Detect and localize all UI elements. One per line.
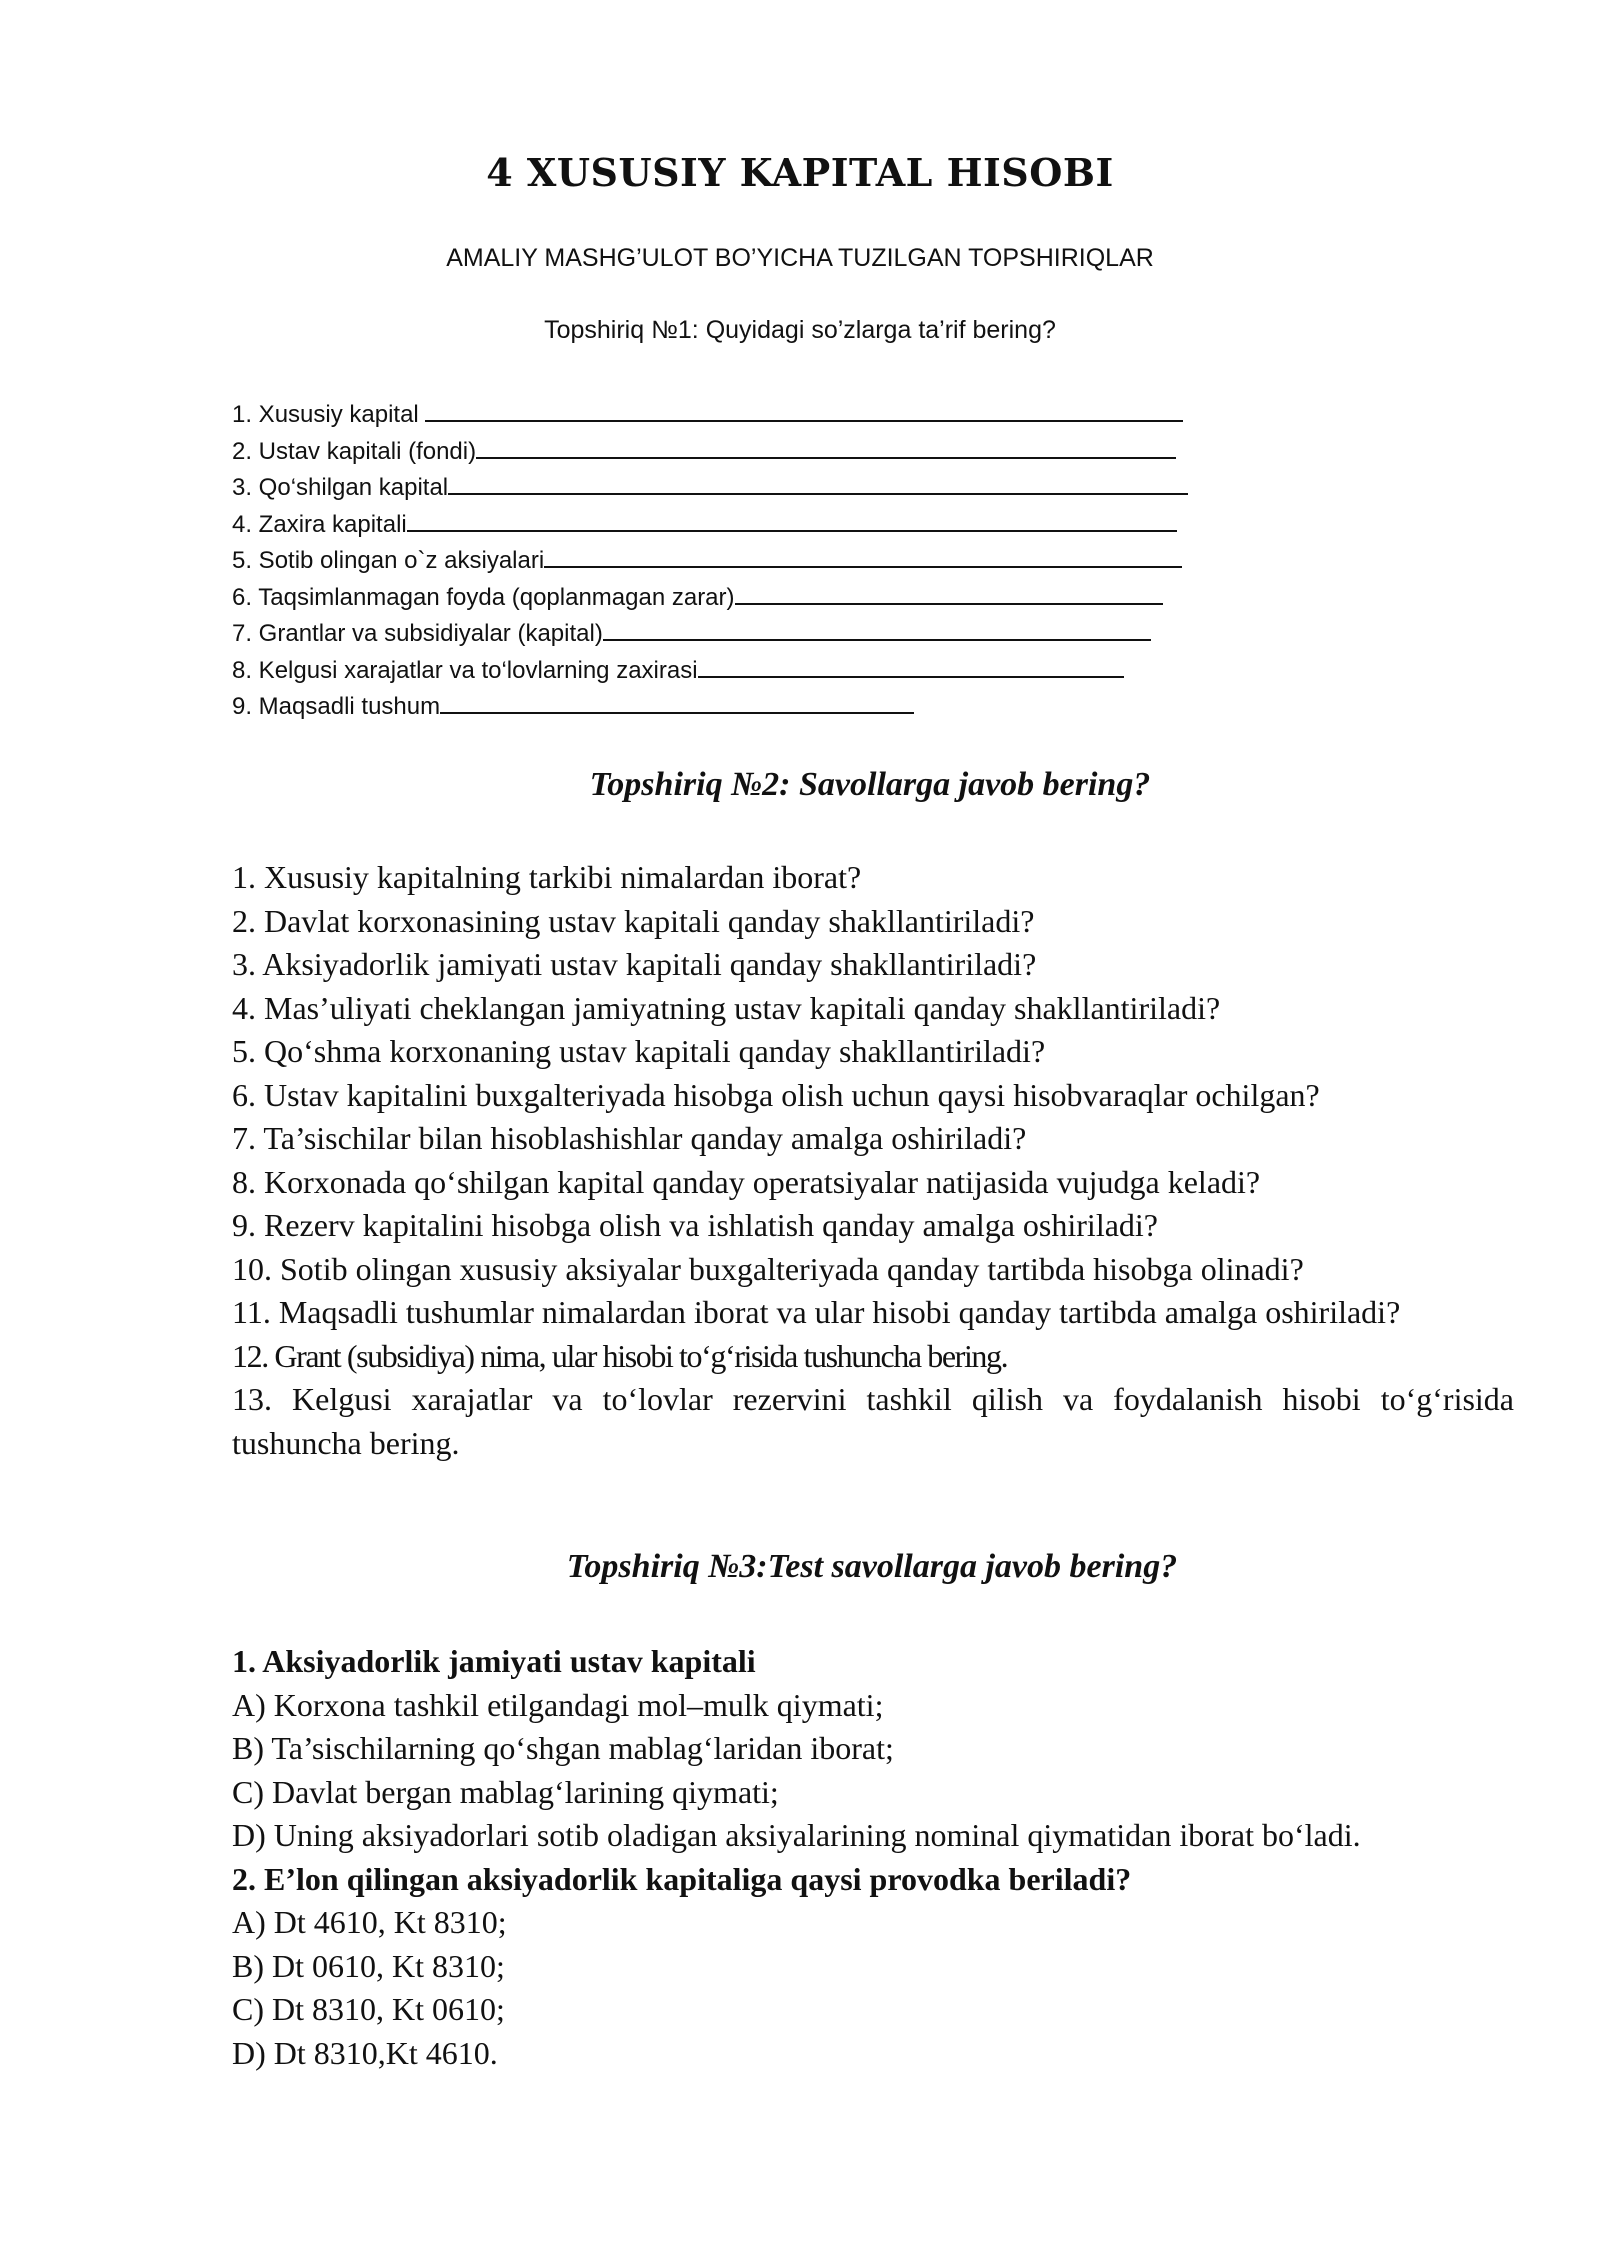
- answer-blank: [698, 652, 1124, 678]
- definition-item: [232, 433, 1188, 470]
- definition-item: [232, 615, 1188, 652]
- definition-label: 4. Zaxira kapitali: [232, 510, 407, 538]
- question-item: 8. Korxonada qo‘shilgan kapital qanday operatsiyalar natijasida vujudga keladi?: [232, 1163, 1261, 1200]
- question-item: 11. Maqsadli tushumlar nimalardan iborat va ular hisobi qanday tartibda amalga oshiriladi?: [232, 1294, 1401, 1330]
- test-option: D) Uning aksiyadorlari sotib oladigan aksiyalarining nominal qiymatidan iborat bo‘ladi.: [232, 1817, 1361, 1853]
- test-question-title: 2. E’lon qilingan aksiyadorlik kapitaliga qaysi provodka beriladi?: [232, 1860, 1132, 1897]
- test-option: B) Ta’sischilarning qo‘shgan mablag‘laridan iborat;: [232, 1730, 894, 1766]
- answer-blank: [603, 615, 1151, 641]
- task3-heading: Topshiriq №3:Test savollarga javob bering?: [566, 1548, 1178, 1585]
- question-item: 7. Ta’sischilar bilan hisoblashishlar qanday amalga oshiriladi?: [232, 1120, 1027, 1156]
- test-questions: [232, 1640, 1500, 2075]
- question-item: 6. Ustav kapitalini buxgalteriyada hisobga olish uchun qaysi hisobvaraqlar ochilgan?: [232, 1076, 1320, 1113]
- answer-blank: [407, 506, 1177, 532]
- page-subtitle: AMALIY MASHG’ULOT BO’YICHA TUZILGAN TOPSHIRIQLAR: [446, 244, 1154, 272]
- definition-list: [232, 396, 1188, 725]
- question-item: 4. Mas’uliyati cheklangan jamiyatning ustav kapitali qanday shakllantiriladi?: [232, 989, 1221, 1026]
- definition-item: [232, 469, 1188, 506]
- question-item: 10. Sotib olingan xususiy aksiyalar buxgalteriyada qanday tartibda hisobga olinadi?: [232, 1250, 1304, 1287]
- answer-blank: [476, 433, 1176, 459]
- answer-blank: [448, 469, 1188, 495]
- answer-blank: [440, 688, 914, 714]
- definition-label: 5. Sotib olingan o`z aksiyalari: [232, 547, 545, 574]
- test-option: C) Davlat bergan mablag‘larining qiymati;: [232, 1773, 779, 1810]
- question-item: 1. Xususiy kapitalning tarkibi nimalardan iborat?: [232, 859, 862, 895]
- definition-label: 8. Kelgusi xarajatlar va to‘lovlarning zaxirasi: [232, 656, 698, 684]
- definition-item: [232, 542, 1188, 579]
- definition-item: [232, 396, 1188, 433]
- test-option: B) Dt 0610, Kt 8310;: [232, 1947, 505, 1984]
- question-item: 5. Qo‘shma korxonaning ustav kapitali qanday shakllantiriladi?: [232, 1033, 1046, 1069]
- definition-item: [232, 579, 1188, 616]
- task2-heading: Topshiriq №2: Savollarga javob bering?: [589, 766, 1151, 803]
- definition-label: 6. Taqsimlanmagan foyda (qoplanmagan zarar): [232, 583, 735, 611]
- question-item: 13. Kelgusi xarajatlar va to‘lovlar rezervini tashkil qilish va foydalanish hisobi to‘g‘risida tushuncha bering.: [232, 1381, 1514, 1461]
- question-item: 2. Davlat korxonasining ustav kapitali qanday shakllantiriladi?: [232, 902, 1035, 939]
- question-item: 12. Grant (subsidiya) nima, ular hisobi to‘g‘risida tushuncha bering.: [232, 1337, 1008, 1374]
- definition-label: 3. Qo‘shilgan kapital: [232, 474, 449, 501]
- test-option: A) Korxona tashkil etilgandagi mol–mulk qiymati;: [232, 1686, 884, 1723]
- question-list: [232, 856, 1514, 1465]
- definition-item: [232, 652, 1188, 689]
- test-question-title: 1. Aksiyadorlik jamiyati ustav kapitali: [232, 1643, 756, 1679]
- answer-blank: [425, 396, 1183, 422]
- question-item: 3. Aksiyadorlik jamiyati ustav kapitali qanday shakllantiriladi?: [232, 946, 1037, 982]
- page-title: 4 XUSUSIY KAPITAL HISOBI: [486, 150, 1114, 195]
- test-option: A) Dt 4610, Kt 8310;: [232, 1904, 507, 1940]
- test-option: C) Dt 8310, Kt 0610;: [232, 1991, 505, 2027]
- task1-heading: Topshiriq №1: Quyidagi so’zlarga ta’rif bering?: [544, 316, 1056, 344]
- definition-item: [232, 688, 1188, 725]
- answer-blank: [735, 579, 1163, 605]
- definition-label: 2. Ustav kapitali (fondi): [232, 437, 477, 465]
- definition-label: 7. Grantlar va subsidiyalar (kapital): [232, 620, 603, 647]
- answer-blank: [544, 542, 1182, 568]
- definition-label: 1. Xususiy kapital: [232, 401, 426, 428]
- question-item: 9. Rezerv kapitalini hisobga olish va ishlatish qanday amalga oshiriladi?: [232, 1207, 1158, 1243]
- definition-item: [232, 506, 1188, 543]
- definition-label: 9. Maqsadli tushum: [232, 693, 441, 720]
- test-option: D) Dt 8310,Kt 4610.: [232, 2034, 498, 2071]
